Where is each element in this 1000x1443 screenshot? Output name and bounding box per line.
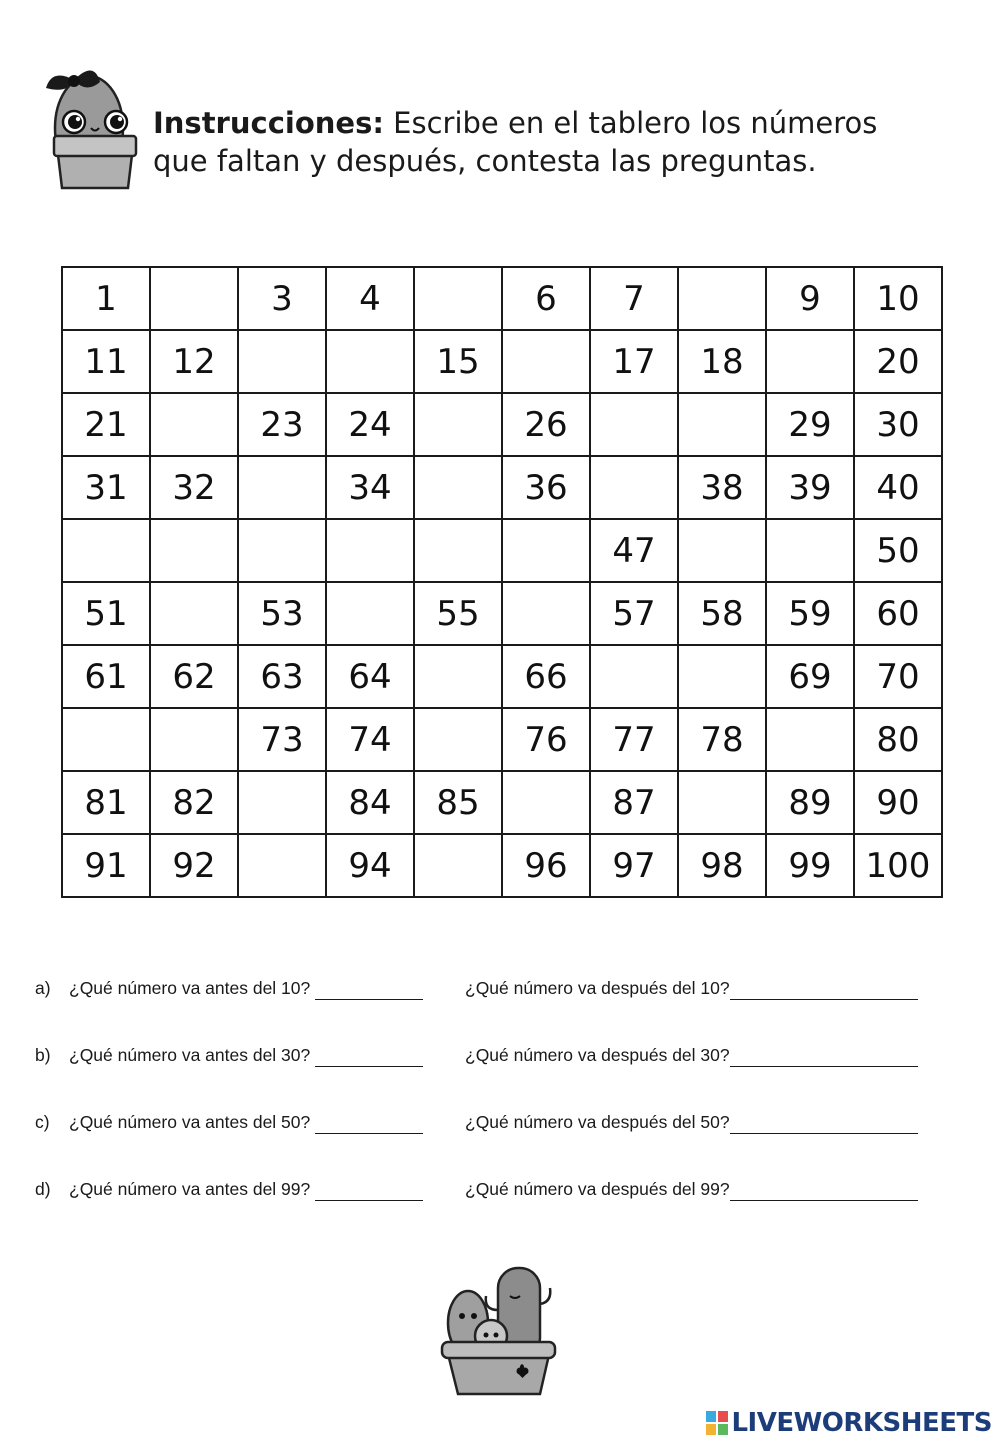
board-cell-blank: [678, 519, 766, 582]
board-cell: 3: [238, 267, 326, 330]
board-cell: 96: [502, 834, 590, 897]
board-cell: 81: [62, 771, 150, 834]
board-cell-blank: [414, 456, 502, 519]
board-cell: 77: [590, 708, 678, 771]
board-cell: 99: [766, 834, 854, 897]
missing-number-input[interactable]: [418, 399, 498, 451]
board-cell-blank: [150, 582, 238, 645]
board-cell: 17: [590, 330, 678, 393]
board-cell: 91: [62, 834, 150, 897]
board-cell: 20: [854, 330, 942, 393]
board-row: [62, 519, 942, 582]
board-cell: 89: [766, 771, 854, 834]
board-row: [62, 393, 942, 456]
board-cell-blank: [238, 519, 326, 582]
missing-number-input[interactable]: [418, 651, 498, 703]
missing-number-input[interactable]: [154, 399, 234, 451]
board-cell-blank: [238, 771, 326, 834]
missing-number-input[interactable]: [154, 588, 234, 640]
board-cell: 97: [590, 834, 678, 897]
missing-number-input[interactable]: [418, 525, 498, 577]
answer-after-10-field[interactable]: [730, 981, 918, 1000]
missing-number-input[interactable]: [682, 651, 762, 703]
board-cell: 64: [326, 645, 414, 708]
board-cell: 12: [150, 330, 238, 393]
board-cell-blank: [502, 330, 590, 393]
missing-number-input[interactable]: [242, 462, 322, 514]
board-cell-blank: [414, 645, 502, 708]
missing-number-input[interactable]: [682, 525, 762, 577]
answer-before-30-field[interactable]: [315, 1048, 423, 1067]
board-cell-blank: [414, 834, 502, 897]
board-cell: 47: [590, 519, 678, 582]
board-cell: 98: [678, 834, 766, 897]
board-cell: 39: [766, 456, 854, 519]
missing-number-input[interactable]: [770, 525, 850, 577]
board-cell-blank: [590, 645, 678, 708]
board-cell: 55: [414, 582, 502, 645]
board-cell: 82: [150, 771, 238, 834]
board-cell-blank: [502, 519, 590, 582]
board-cell-blank: [62, 708, 150, 771]
missing-number-input[interactable]: [682, 273, 762, 325]
question-row-a: [35, 978, 965, 1045]
board-cell: 50: [854, 519, 942, 582]
board-cell: 85: [414, 771, 502, 834]
board-cell: 80: [854, 708, 942, 771]
missing-number-input[interactable]: [242, 777, 322, 829]
question-before-text: ¿Qué número va antes del 10?: [69, 978, 311, 998]
liveworksheets-brand: [705, 1407, 992, 1439]
answer-after-50-field[interactable]: [730, 1115, 918, 1134]
missing-number-input[interactable]: [66, 714, 146, 766]
question-after-text: ¿Qué número va después del 50?: [465, 1112, 730, 1132]
board-row: [62, 456, 942, 519]
board-cell: 62: [150, 645, 238, 708]
board-cell-blank: [590, 393, 678, 456]
missing-number-input[interactable]: [770, 336, 850, 388]
board-row: [62, 267, 942, 330]
missing-number-input[interactable]: [418, 714, 498, 766]
board-cell-blank: [238, 330, 326, 393]
question-letter: c): [35, 1112, 50, 1132]
board-cell: 63: [238, 645, 326, 708]
board-cell: 94: [326, 834, 414, 897]
board-row: [62, 834, 942, 897]
board-cell: 38: [678, 456, 766, 519]
board-cell: 58: [678, 582, 766, 645]
question-after-text: ¿Qué número va después del 30?: [465, 1045, 730, 1065]
missing-number-input[interactable]: [418, 462, 498, 514]
board-cell-blank: [766, 708, 854, 771]
board-cell: 70: [854, 645, 942, 708]
board-cell: 4: [326, 267, 414, 330]
liveworksheets-logo-icon: [705, 1410, 729, 1436]
missing-number-input[interactable]: [154, 525, 234, 577]
board-cell: 30: [854, 393, 942, 456]
instructions-text-line2: que faltan y después, contesta las preguntas.: [153, 144, 817, 178]
missing-number-input[interactable]: [242, 336, 322, 388]
question-before-text: ¿Qué número va antes del 50?: [69, 1112, 311, 1132]
board-cell-blank: [414, 708, 502, 771]
board-cell: 57: [590, 582, 678, 645]
board-cell: 18: [678, 330, 766, 393]
missing-number-input[interactable]: [594, 462, 674, 514]
missing-number-input[interactable]: [330, 525, 410, 577]
answer-before-99-field[interactable]: [315, 1182, 423, 1201]
board-cell: 92: [150, 834, 238, 897]
board-cell-blank: [766, 330, 854, 393]
board-cell: 51: [62, 582, 150, 645]
answer-before-10-field[interactable]: [315, 981, 423, 1000]
board-cell: 61: [62, 645, 150, 708]
instructions: [153, 104, 973, 180]
missing-number-input[interactable]: [242, 525, 322, 577]
brand-text: LIVEWORKSHEETS: [731, 1408, 992, 1438]
board-row: [62, 330, 942, 393]
missing-number-input[interactable]: [418, 840, 498, 892]
board-cell: 9: [766, 267, 854, 330]
question-letter: a): [35, 978, 51, 998]
board-row: [62, 771, 942, 834]
question-row-c: [35, 1112, 965, 1179]
instructions-text-line1: Escribe en el tablero los números: [383, 106, 878, 140]
board-row: [62, 582, 942, 645]
board-cell: 36: [502, 456, 590, 519]
board-cell-blank: [414, 267, 502, 330]
missing-number-input[interactable]: [154, 273, 234, 325]
question-row-d: [35, 1179, 965, 1246]
board-cell: 29: [766, 393, 854, 456]
missing-number-input[interactable]: [242, 840, 322, 892]
board-cell-blank: [326, 519, 414, 582]
board-cell: 31: [62, 456, 150, 519]
board-row: [62, 708, 942, 771]
board-cell: 10: [854, 267, 942, 330]
board-cell: 73: [238, 708, 326, 771]
board-cell: 21: [62, 393, 150, 456]
board-cell: 76: [502, 708, 590, 771]
board-cell: 66: [502, 645, 590, 708]
question-before-text: ¿Qué número va antes del 30?: [69, 1045, 311, 1065]
board-cell-blank: [150, 708, 238, 771]
answer-before-50-field[interactable]: [315, 1115, 423, 1134]
question-after-text: ¿Qué número va después del 10?: [465, 978, 730, 998]
board-cell-blank: [678, 393, 766, 456]
board-cell-blank: [238, 834, 326, 897]
board-cell: 100: [854, 834, 942, 897]
board-cell: 40: [854, 456, 942, 519]
missing-number-input[interactable]: [506, 525, 586, 577]
board-cell: 78: [678, 708, 766, 771]
missing-number-input[interactable]: [506, 777, 586, 829]
number-board: [61, 266, 943, 898]
board-cell-blank: [678, 771, 766, 834]
question-after-text: ¿Qué número va después del 99?: [465, 1179, 730, 1199]
board-cell-blank: [414, 519, 502, 582]
missing-number-input[interactable]: [682, 399, 762, 451]
board-cell: 26: [502, 393, 590, 456]
board-cell: 1: [62, 267, 150, 330]
board-cell: 24: [326, 393, 414, 456]
missing-number-input[interactable]: [770, 714, 850, 766]
missing-number-input[interactable]: [418, 273, 498, 325]
board-cell: 87: [590, 771, 678, 834]
cactus-bow-illustration: [34, 50, 139, 190]
question-before-text: ¿Qué número va antes del 99?: [69, 1179, 311, 1199]
board-cell-blank: [150, 519, 238, 582]
board-cell: 74: [326, 708, 414, 771]
board-cell-blank: [150, 393, 238, 456]
board-cell-blank: [326, 582, 414, 645]
board-cell: 90: [854, 771, 942, 834]
missing-number-input[interactable]: [506, 336, 586, 388]
board-cell: 11: [62, 330, 150, 393]
board-cell-blank: [414, 393, 502, 456]
board-cell-blank: [766, 519, 854, 582]
missing-number-input[interactable]: [66, 525, 146, 577]
board-cell-blank: [238, 456, 326, 519]
missing-number-input[interactable]: [594, 651, 674, 703]
answer-after-99-field[interactable]: [730, 1182, 918, 1201]
board-cell-blank: [678, 267, 766, 330]
question-letter: d): [35, 1179, 51, 1199]
question-row-b: [35, 1045, 965, 1112]
board-cell: 53: [238, 582, 326, 645]
missing-number-input[interactable]: [330, 588, 410, 640]
missing-number-input[interactable]: [682, 777, 762, 829]
questions-list: [35, 978, 965, 1246]
answer-after-30-field[interactable]: [730, 1048, 918, 1067]
missing-number-input[interactable]: [506, 588, 586, 640]
board-cell-blank: [590, 456, 678, 519]
missing-number-input[interactable]: [154, 714, 234, 766]
board-cell: 6: [502, 267, 590, 330]
missing-number-input[interactable]: [330, 336, 410, 388]
board-cell-blank: [62, 519, 150, 582]
board-cell: 69: [766, 645, 854, 708]
board-cell-blank: [326, 330, 414, 393]
board-cell-blank: [150, 267, 238, 330]
board-cell: 23: [238, 393, 326, 456]
board-cell: 84: [326, 771, 414, 834]
question-letter: b): [35, 1045, 51, 1065]
missing-number-input[interactable]: [594, 399, 674, 451]
board-cell-blank: [502, 582, 590, 645]
board-cell: 32: [150, 456, 238, 519]
instructions-label: Instrucciones:: [153, 106, 384, 140]
board-cell: 59: [766, 582, 854, 645]
board-row: [62, 645, 942, 708]
board-cell: 15: [414, 330, 502, 393]
board-cell: 60: [854, 582, 942, 645]
board-cell: 7: [590, 267, 678, 330]
cactus-pot-illustration: [436, 1258, 561, 1398]
board-cell-blank: [502, 771, 590, 834]
board-cell-blank: [678, 645, 766, 708]
board-cell: 34: [326, 456, 414, 519]
